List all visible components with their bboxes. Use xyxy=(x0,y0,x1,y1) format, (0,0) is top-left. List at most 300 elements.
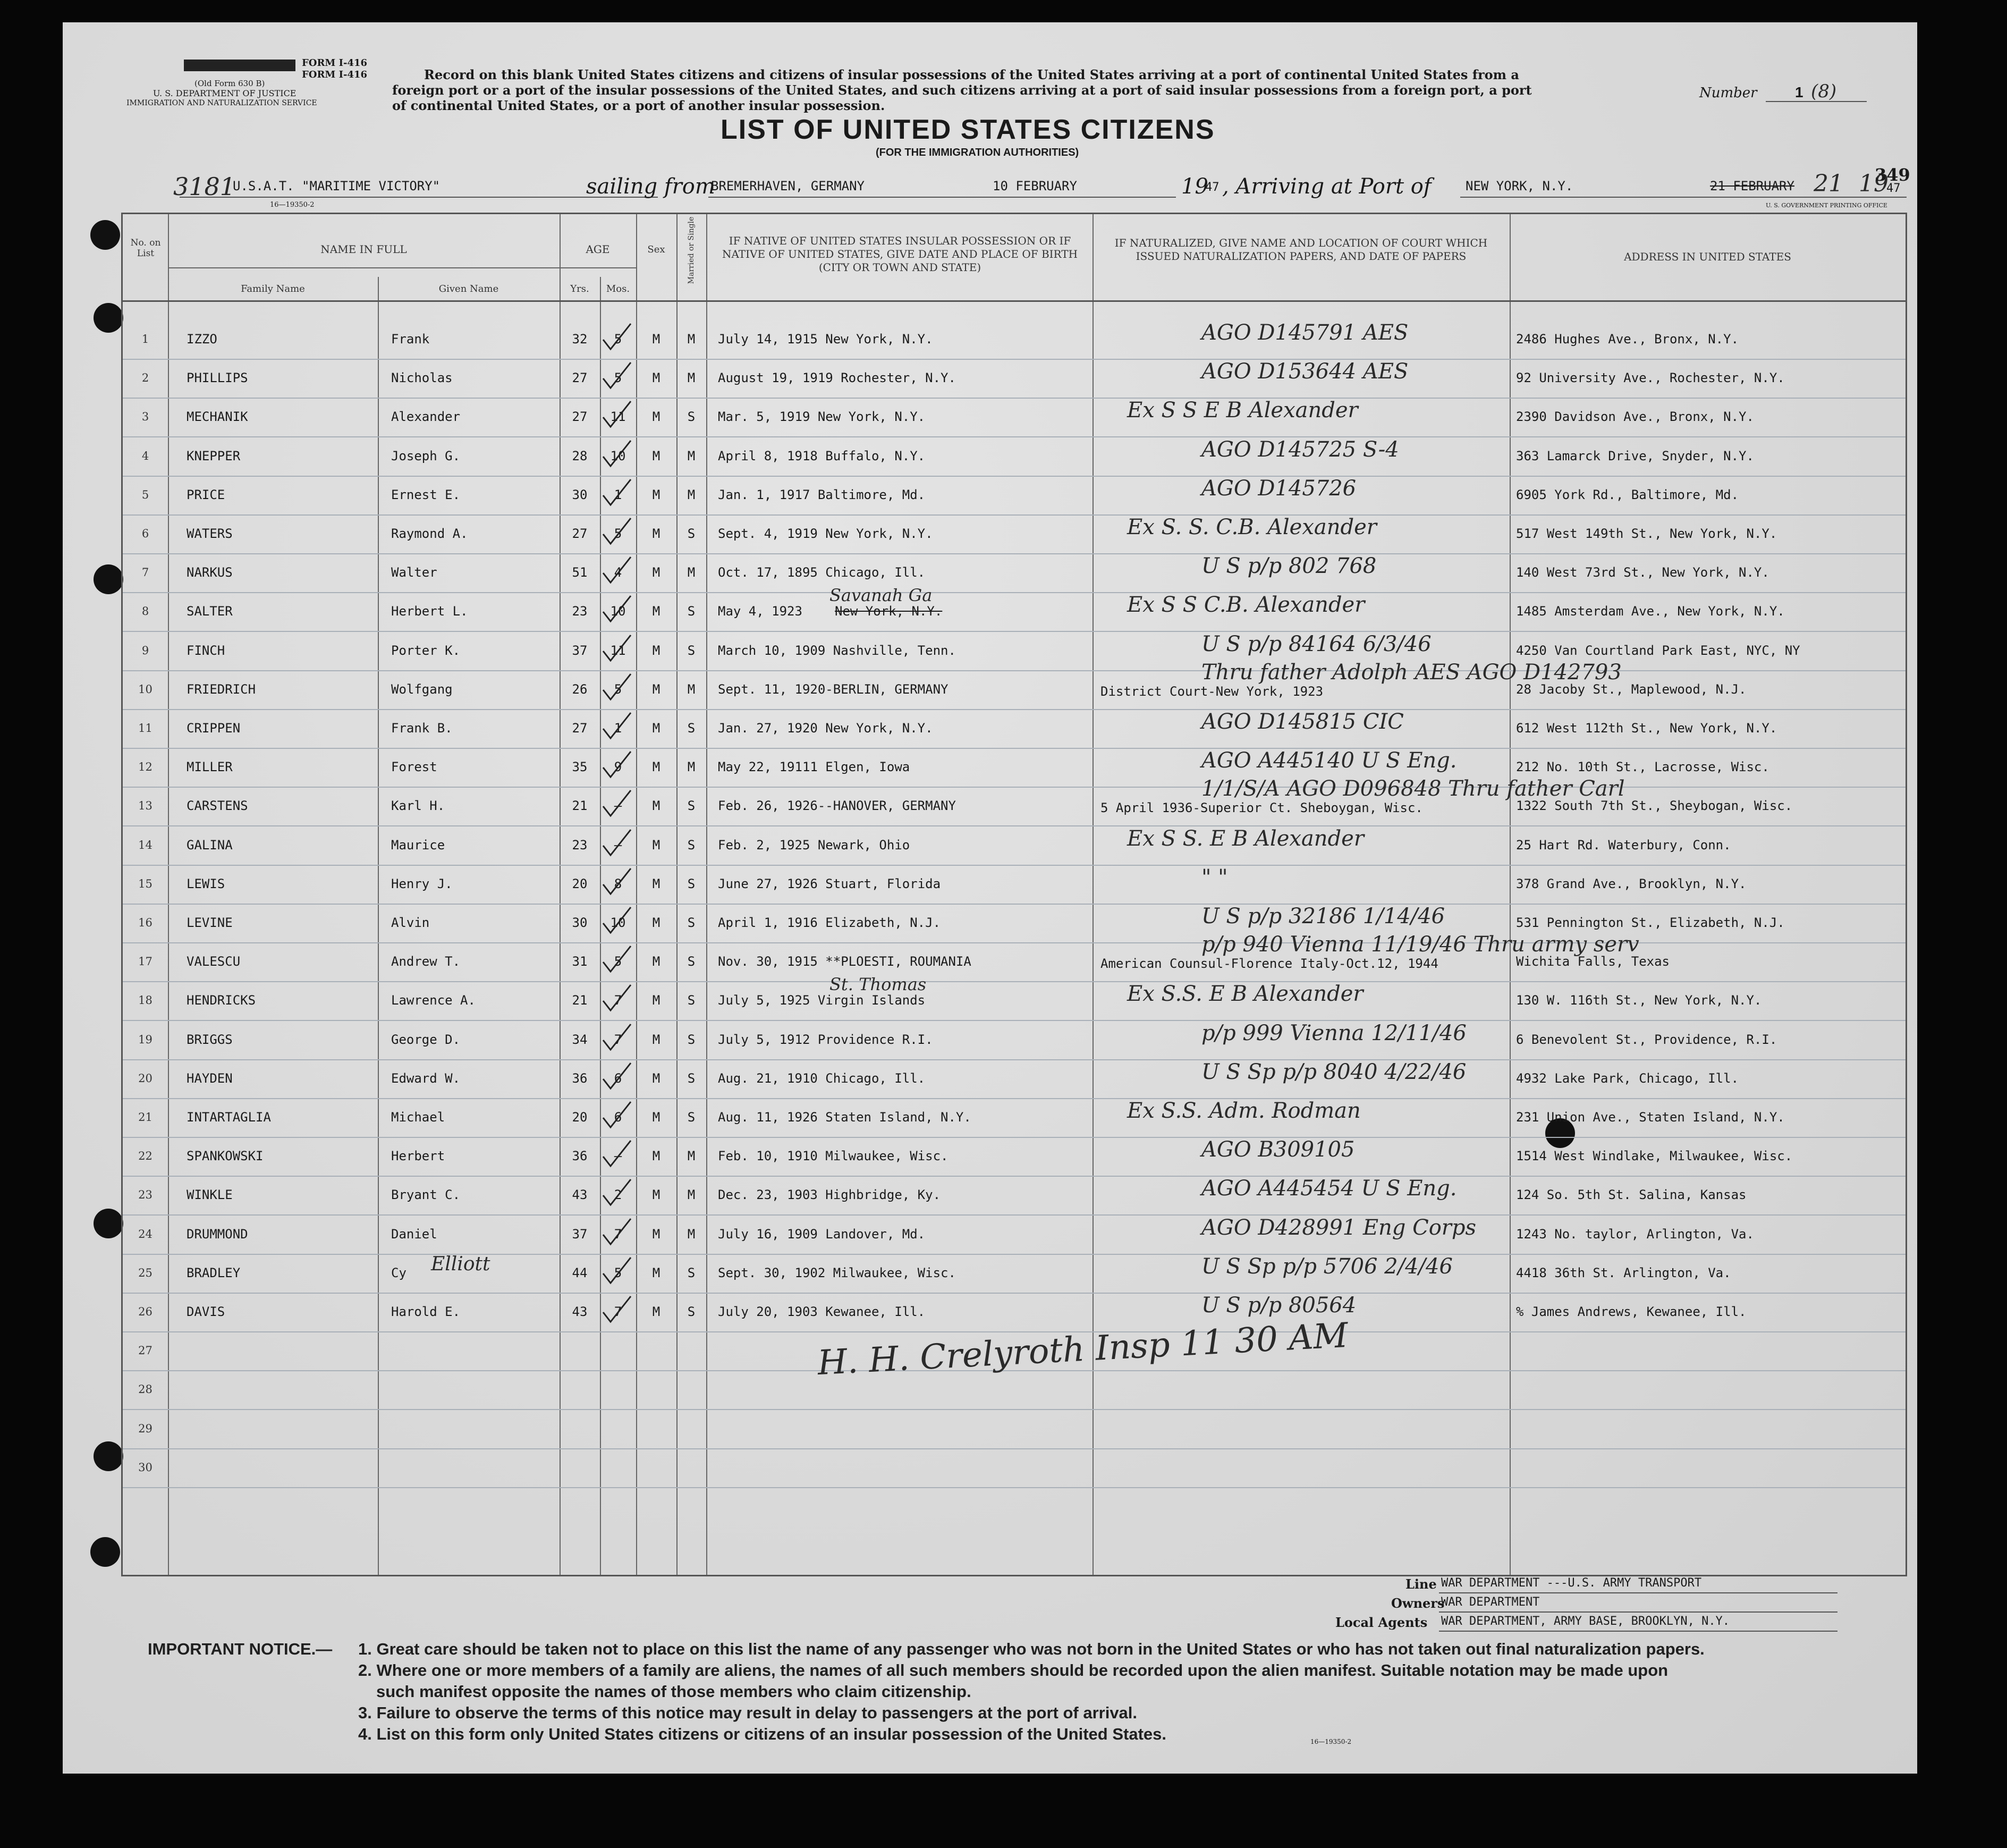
cell-nat-handwritten: Ex S S C.B. Alexander xyxy=(1127,593,1365,618)
cell-yrs: 44 xyxy=(572,1265,588,1280)
cell-nat-handwritten: Ex S S E B Alexander xyxy=(1127,398,1358,423)
checkmark-icon xyxy=(601,360,633,392)
row-rule xyxy=(123,748,1906,749)
cell-sex: M xyxy=(652,1187,660,1203)
cell-birth: April 1, 1916 Elizabeth, N.J. xyxy=(718,915,941,930)
cell-family: DRUMMOND xyxy=(187,1226,248,1242)
document-subtitle: (FOR THE IMMIGRATION AUTHORITIES) xyxy=(876,147,1079,158)
row-rule xyxy=(123,709,1906,710)
cell-birth: July 5, 1925 Virgin Islands xyxy=(718,993,926,1008)
cell-no: 25 xyxy=(138,1266,153,1279)
cell-nat-handwritten: U S Sp p/p 8040 4/22/46 xyxy=(1201,1059,1467,1084)
cell-sex: M xyxy=(652,526,660,541)
header-birth: IF NATIVE OF UNITED STATES INSULAR POSSESSION OR IF NATIVE OF UNITED STATES, GIVE DATE AND PLACE OF BIRTH (CITY OR TOWN AND STATE) xyxy=(722,234,1078,274)
row-rule xyxy=(123,670,1906,671)
checkmark-icon xyxy=(601,749,633,781)
cell-given: Edward W. xyxy=(391,1070,461,1086)
cell-no: 3 xyxy=(141,410,149,424)
cell-nat-handwritten: 1/1/S/A AGO D096848 Thru father Carl xyxy=(1201,777,1625,801)
notice-2b: such manifest opposite the names of those members who claim citizenship. xyxy=(376,1682,971,1701)
checkmark-icon xyxy=(601,594,633,626)
year-to-handwritten: 19 xyxy=(1859,170,1889,197)
cell-no: 5 xyxy=(141,488,149,501)
service: IMMIGRATION AND NATURALIZATION SERVICE xyxy=(126,99,317,107)
cell-no: 8 xyxy=(141,605,149,618)
agents-label: Local Agents xyxy=(1335,1615,1428,1630)
row-rule xyxy=(123,359,1906,360)
cell-nat-handwritten: U S Sp p/p 5706 2/4/46 xyxy=(1201,1254,1453,1279)
cell-no: 10 xyxy=(138,682,153,696)
checkmark-icon xyxy=(601,477,633,509)
cell-ms: M xyxy=(687,370,696,386)
cell-birth: July 20, 1903 Kewanee, Ill. xyxy=(718,1304,926,1319)
printer-code: 16—19350-2 xyxy=(270,201,315,209)
cell-ms: S xyxy=(687,876,696,891)
cell-no: 6 xyxy=(141,527,149,540)
cell-family: BRADLEY xyxy=(187,1265,241,1280)
cell-sex: M xyxy=(652,604,660,619)
number-handwritten: (8) xyxy=(1811,81,1837,102)
cell-birth: Sept. 30, 1902 Milwaukee, Wisc. xyxy=(718,1265,956,1280)
instructions-line-3: of continental United States, or a port of another insular possession. xyxy=(392,98,885,113)
cell-given: Herbert L. xyxy=(391,604,468,619)
cell-mos: 9 xyxy=(614,760,622,775)
cell-nat-handwritten: AGO D145726 xyxy=(1201,476,1357,501)
cell-no: 7 xyxy=(141,566,149,579)
cell-sex: M xyxy=(652,448,660,463)
cell-address: 1514 West Windlake, Milwaukee, Wisc. xyxy=(1516,1149,1793,1164)
notice-1: 1. Great care should be taken not to place on this list the name of any passenger who was not born in the United States or who has not taken out final naturalization papers. xyxy=(358,1640,1705,1658)
cell-sex: M xyxy=(652,1265,660,1280)
cell-given: Walter xyxy=(391,565,437,580)
cell-no: 21 xyxy=(138,1111,153,1124)
cell-yrs: 37 xyxy=(572,643,588,658)
cell-sex: M xyxy=(652,993,660,1008)
cell-yrs: 26 xyxy=(572,681,588,697)
punch-hole xyxy=(94,564,123,594)
cell-yrs: 23 xyxy=(572,604,588,619)
cell-yrs: 36 xyxy=(572,1070,588,1086)
cell-address: 25 Hart Rd. Waterbury, Conn. xyxy=(1516,837,1731,853)
cell-ms: M xyxy=(687,760,696,775)
checkmark-icon xyxy=(601,1061,633,1093)
cell-mos: 11 xyxy=(610,643,626,658)
row-rule xyxy=(123,1331,1906,1332)
date-from: 10 FEBRUARY xyxy=(993,179,1077,193)
cell-no: 17 xyxy=(138,955,153,968)
cell-given: Frank xyxy=(391,332,430,347)
cell-yrs: 27 xyxy=(572,370,588,386)
cell-birth: July 16, 1909 Landover, Md. xyxy=(718,1226,926,1242)
header-mos: Mos. xyxy=(606,283,630,294)
cell-no: 19 xyxy=(138,1033,153,1046)
cell-given: Bryant C. xyxy=(391,1187,461,1203)
cell-yrs: 28 xyxy=(572,448,588,463)
cell-family: PHILLIPS xyxy=(187,370,248,386)
cell-mos: 5 xyxy=(614,526,622,541)
cell-given: Frank B. xyxy=(391,721,453,736)
row-rule xyxy=(123,592,1906,593)
row-rule xyxy=(123,1137,1906,1138)
header-married: Married or Single xyxy=(687,216,696,284)
header-family: Family Name xyxy=(241,283,305,294)
row-rule xyxy=(123,865,1906,866)
cell-address: 124 So. 5th St. Salina, Kansas xyxy=(1516,1187,1747,1203)
checkmark-icon xyxy=(601,1255,633,1287)
cell-given: Maurice xyxy=(391,837,445,853)
cell-family: IZZO xyxy=(187,332,217,347)
cell-address: 2390 Davidson Ave., Bronx, N.Y. xyxy=(1516,409,1754,425)
header-yrs: Yrs. xyxy=(570,283,589,294)
header-given: Given Name xyxy=(438,283,499,294)
cell-sex: M xyxy=(652,1226,660,1242)
cell-ms: S xyxy=(687,1032,696,1047)
cell-given: Andrew T. xyxy=(391,954,461,969)
row-rule xyxy=(123,1293,1906,1294)
checkmark-icon xyxy=(601,555,633,587)
number-value: 1 xyxy=(1795,84,1803,100)
cell-no: 23 xyxy=(138,1188,153,1202)
cell-no: 16 xyxy=(138,916,153,929)
cell-birth: July 5, 1912 Providence R.I. xyxy=(718,1032,933,1047)
cell-nat-handwritten: AGO D153644 AES xyxy=(1201,359,1409,384)
cell-yrs: 30 xyxy=(572,915,588,930)
cell-no: 1 xyxy=(141,333,149,345)
sailing-label: sailing from xyxy=(586,174,715,199)
cell-no: 30 xyxy=(138,1461,153,1474)
cell-ms: S xyxy=(687,604,696,619)
cell-given: Ernest E. xyxy=(391,487,461,502)
cell-family: MILLER xyxy=(187,760,233,775)
cell-yrs: 35 xyxy=(572,760,588,775)
cell-birth: Mar. 5, 1919 New York, N.Y. xyxy=(718,409,926,425)
row-rule xyxy=(123,514,1906,516)
cell-mos: 7 xyxy=(614,993,622,1008)
agents-underline xyxy=(1439,1631,1837,1632)
cell-given: Wolfgang xyxy=(391,681,453,697)
cell-birth: Feb. 2, 1925 Newark, Ohio xyxy=(718,837,910,853)
cell-ms: S xyxy=(687,993,696,1008)
cell-birth: Jan. 1, 1917 Baltimore, Md. xyxy=(718,487,926,502)
redaction-bar xyxy=(184,60,295,71)
cell-given: Henry J. xyxy=(391,876,453,891)
cell-given: Daniel xyxy=(391,1226,437,1242)
cell-sex: M xyxy=(652,1070,660,1086)
cell-birth-struck: New York, N.Y. xyxy=(835,604,943,619)
row-rule xyxy=(123,436,1906,437)
header-no: No. on List xyxy=(130,238,161,259)
cell-ms: S xyxy=(687,798,696,814)
cell-family: LEVINE xyxy=(187,915,233,930)
cell-yrs: 21 xyxy=(572,993,588,1008)
cell-no: 2 xyxy=(141,372,149,385)
cell-sex: M xyxy=(652,643,660,658)
cell-birth: Feb. 10, 1910 Milwaukee, Wisc. xyxy=(718,1149,949,1164)
cell-address: 140 West 73rd St., New York, N.Y. xyxy=(1516,565,1769,580)
notice-3: 3. Failure to observe the terms of this notice may result in delay to passengers at the port of arrival. xyxy=(358,1703,1138,1722)
cell-no: 28 xyxy=(138,1383,153,1396)
cell-given: Cy xyxy=(391,1265,407,1280)
cell-nat-handwritten: Ex S.S. Adm. Rodman xyxy=(1127,1099,1361,1123)
cell-sex: M xyxy=(652,487,660,502)
cell-nat-handwritten: U S p/p 84164 6/3/46 xyxy=(1201,631,1432,656)
cell-address: 130 W. 116th St., New York, N.Y. xyxy=(1516,993,1762,1008)
checkmark-icon xyxy=(601,866,633,898)
cell-yrs: 43 xyxy=(572,1187,588,1203)
cell-mos: 5 xyxy=(614,332,622,347)
cell-no: 12 xyxy=(138,761,153,774)
cell-family: CARSTENS xyxy=(187,798,248,814)
line-label: Line xyxy=(1405,1576,1437,1592)
row-rule xyxy=(123,1409,1906,1410)
checkmark-icon xyxy=(601,828,633,859)
cell-no: 13 xyxy=(138,799,153,813)
cell-yrs: 20 xyxy=(572,1110,588,1125)
cell-given: Herbert xyxy=(391,1149,445,1164)
header-address: ADDRESS IN UNITED STATES xyxy=(1624,250,1791,263)
punch-hole xyxy=(94,1209,123,1238)
cell-address: 1322 South 7th St., Sheybogan, Wisc. xyxy=(1516,798,1793,814)
cell-sex: M xyxy=(652,681,660,697)
cell-sex: M xyxy=(652,837,660,853)
checkmark-icon xyxy=(601,1022,633,1054)
cell-nat-handwritten: U S p/p 80564 xyxy=(1201,1293,1357,1318)
cell-birth: Jan. 27, 1920 New York, N.Y. xyxy=(718,721,933,736)
cell-given: Forest xyxy=(391,760,437,775)
row-rule xyxy=(123,553,1906,554)
cell-sex: M xyxy=(652,721,660,736)
checkmark-icon xyxy=(601,438,633,470)
cell-mos: 5 xyxy=(614,1265,622,1280)
cell-family: PRICE xyxy=(187,487,225,502)
cell-no: 27 xyxy=(138,1344,153,1357)
row-rule xyxy=(123,904,1906,905)
cell-no: 29 xyxy=(138,1422,153,1435)
cell-yrs: 43 xyxy=(572,1304,588,1319)
line-underline xyxy=(1439,1592,1837,1593)
checkmark-icon xyxy=(601,788,633,820)
cell-no: 15 xyxy=(138,877,153,890)
cell-sex: M xyxy=(652,915,660,930)
checkmark-icon xyxy=(601,399,633,431)
cell-ms: M xyxy=(687,1149,696,1164)
cell-nat-handwritten: AGO A445454 U S Eng. xyxy=(1201,1176,1457,1201)
cell-sex: M xyxy=(652,565,660,580)
cell-yrs: 51 xyxy=(572,565,588,580)
cell-no: 24 xyxy=(138,1227,153,1241)
cell-family: SALTER xyxy=(187,604,233,619)
cell-nat-handwritten: Ex S S. E B Alexander xyxy=(1127,826,1364,851)
cell-mos: — xyxy=(614,837,622,853)
cell-sex: M xyxy=(652,760,660,775)
cell-ms: M xyxy=(687,332,696,347)
cell-ms: S xyxy=(687,1304,696,1319)
cell-address: 378 Grand Ave., Brooklyn, N.Y. xyxy=(1516,876,1747,891)
cell-family: CRIPPEN xyxy=(187,721,241,736)
header-bottom-line xyxy=(123,300,1906,302)
cell-yrs: 31 xyxy=(572,954,588,969)
cell-family: DAVIS xyxy=(187,1304,225,1319)
cell-nat-handwritten: AGO A445140 U S Eng. xyxy=(1201,748,1457,773)
cell-mos: 5 xyxy=(614,954,622,969)
cell-no: 11 xyxy=(138,722,153,735)
cell-birth-handwritten: St. Thomas xyxy=(829,974,927,995)
form-code-1: FORM I-416 xyxy=(302,57,368,69)
voyage-underline-3 xyxy=(1460,197,1907,198)
cell-mos: 8 xyxy=(614,876,622,891)
cell-address: 231 Union Ave., Staten Island, N.Y. xyxy=(1516,1110,1785,1125)
cell-mos: 5 xyxy=(614,370,622,386)
cell-mos: 6 xyxy=(614,1110,622,1125)
cell-birth: July 14, 1915 New York, N.Y. xyxy=(718,332,933,347)
cell-given-handwritten: Elliott xyxy=(431,1253,490,1275)
old-form: (Old Form 630 B) xyxy=(194,79,265,88)
row-rule xyxy=(123,1098,1906,1099)
row-rule xyxy=(123,787,1906,788)
cell-mos: 10 xyxy=(610,448,626,463)
punch-hole xyxy=(90,1537,120,1567)
cell-given: Porter K. xyxy=(391,643,461,658)
cell-ms: S xyxy=(687,837,696,853)
checkmark-icon xyxy=(601,516,633,548)
cell-mos: 10 xyxy=(610,604,626,619)
cell-mos: — xyxy=(614,798,622,814)
cell-address: 612 West 112th St., New York, N.Y. xyxy=(1516,721,1777,736)
cell-no: 22 xyxy=(138,1150,153,1163)
voyage-hand-prefix: 3181 xyxy=(173,172,236,201)
cell-birth: Sept. 4, 1919 New York, N.Y. xyxy=(718,526,933,541)
instructions-line-2: foreign port or a port of the insular possessions of the United States, and such citizens arriving at a port of said insular possessions from a foreign port, a port xyxy=(392,82,1532,98)
cell-nat-handwritten: U S p/p 32186 1/14/46 xyxy=(1201,904,1445,929)
cell-birth: Aug. 21, 1910 Chicago, Ill. xyxy=(718,1070,926,1086)
cell-birth: Dec. 23, 1903 Highbridge, Ky. xyxy=(718,1187,941,1203)
header-naturalized: IF NATURALIZED, GIVE NAME AND LOCATION OF COURT WHICH ISSUED NATURALIZATION PAPERS, AND DATE OF PAPERS xyxy=(1114,237,1488,263)
cell-nat-handwritten: p/p 940 Vienna 11/19/46 Thru army serv xyxy=(1201,932,1639,957)
cell-given: Alexander xyxy=(391,409,461,425)
cell-address: 92 University Ave., Rochester, N.Y. xyxy=(1516,370,1785,386)
cell-yrs: 20 xyxy=(572,876,588,891)
cell-family: HAYDEN xyxy=(187,1070,233,1086)
cell-mos: 7 xyxy=(614,1032,622,1047)
cell-birth: May 4, 1923 xyxy=(718,604,802,619)
cell-sex: M xyxy=(652,1149,660,1164)
cell-nat-handwritten: " " xyxy=(1201,865,1228,890)
cell-family: VALESCU xyxy=(187,954,241,969)
row-rule xyxy=(123,1448,1906,1449)
cell-family: NARKUS xyxy=(187,565,233,580)
cell-nat-handwritten: Ex S.S. E B Alexander xyxy=(1127,982,1364,1007)
cell-address: 363 Lamarck Drive, Snyder, N.Y. xyxy=(1516,448,1754,463)
stamp-number: 349 xyxy=(1875,165,1910,185)
cell-sex: M xyxy=(652,1110,660,1125)
cell-family: WATERS xyxy=(187,526,233,541)
cell-address: Wichita Falls, Texas xyxy=(1516,954,1670,969)
cell-nat-handwritten: AGO D145815 CIC xyxy=(1201,710,1404,734)
cell-birth: June 27, 1926 Stuart, Florida xyxy=(718,876,941,891)
cell-nat-handwritten: AGO D145725 S-4 xyxy=(1201,437,1399,462)
manifest-sheet xyxy=(63,22,1917,1774)
cell-address: % James Andrews, Kewanee, Ill. xyxy=(1516,1304,1747,1319)
row-rule xyxy=(123,1487,1906,1488)
cell-ms: M xyxy=(687,487,696,502)
cell-ms: M xyxy=(687,448,696,463)
checkmark-icon xyxy=(601,944,633,976)
cell-ms: M xyxy=(687,1187,696,1203)
punch-hole xyxy=(94,1441,123,1471)
gpo-mark: U. S. GOVERNMENT PRINTING OFFICE xyxy=(1766,202,1887,209)
cell-yrs: 21 xyxy=(572,798,588,814)
cell-birth: Aug. 11, 1926 Staten Island, N.Y. xyxy=(718,1110,971,1125)
cell-mos: 1 xyxy=(614,721,622,736)
cell-nat-handwritten: AGO B309105 xyxy=(1201,1137,1355,1162)
punch-hole xyxy=(94,303,123,333)
age-subhead-line xyxy=(560,267,636,268)
cell-family: HENDRICKS xyxy=(187,993,256,1008)
row-rule xyxy=(123,1214,1906,1216)
cell-no: 14 xyxy=(138,838,153,851)
cell-ms: S xyxy=(687,643,696,658)
cell-ms: S xyxy=(687,1070,696,1086)
cell-nat-typed: 5 April 1936-Superior Ct. Sheboygan, Wisc. xyxy=(1100,800,1423,816)
row-rule xyxy=(123,1176,1906,1177)
cell-yrs: 37 xyxy=(572,1226,588,1242)
cell-nat-handwritten: AGO D428991 Eng Corps xyxy=(1201,1215,1477,1240)
header-name-in-full: NAME IN FULL xyxy=(320,243,407,256)
cell-sex: M xyxy=(652,1032,660,1047)
cell-mos: 6 xyxy=(614,1070,622,1086)
header-sex: Sex xyxy=(647,244,665,255)
cell-given: Karl H. xyxy=(391,798,445,814)
punch-hole xyxy=(90,220,120,250)
cell-mos: — xyxy=(614,1149,622,1164)
cell-given: Michael xyxy=(391,1110,445,1125)
cell-mos: 11 xyxy=(610,409,626,425)
document-title: LIST OF UNITED STATES CITIZENS xyxy=(721,114,1215,145)
cell-family: FRIEDRICH xyxy=(187,681,256,697)
vessel-name: U.S.A.T. "MARITIME VICTORY" xyxy=(233,179,441,193)
voyage-underline-2 xyxy=(708,197,1176,198)
cell-given: Joseph G. xyxy=(391,448,461,463)
form-code-2: FORM I-416 xyxy=(302,69,368,80)
checkmark-icon xyxy=(601,983,633,1015)
cell-birth: May 22, 19111 Elgen, Iowa xyxy=(718,760,910,775)
cell-address: 212 No. 10th St., Lacrosse, Wisc. xyxy=(1516,760,1769,775)
cell-family: GALINA xyxy=(187,837,233,853)
cell-given: Raymond A. xyxy=(391,526,468,541)
checkmark-icon xyxy=(601,1177,633,1209)
cell-address: 517 West 149th St., New York, N.Y. xyxy=(1516,526,1777,541)
cell-nat-handwritten: U S p/p 802 768 xyxy=(1201,554,1377,579)
cell-ms: M xyxy=(687,681,696,697)
cell-sex: M xyxy=(652,409,660,425)
cell-birth: Nov. 30, 1915 **PLOESTI, ROUMANIA xyxy=(718,954,971,969)
row-rule xyxy=(123,631,1906,632)
cell-no: 18 xyxy=(138,994,153,1007)
cell-family: INTARTAGLIA xyxy=(187,1110,271,1125)
cell-ms: S xyxy=(687,954,696,969)
checkmark-icon xyxy=(601,672,633,704)
agents-value: WAR DEPARTMENT, ARMY BASE, BROOKLYN, N.Y. xyxy=(1441,1615,1730,1628)
cell-address: 1485 Amsterdam Ave., New York, N.Y. xyxy=(1516,604,1785,619)
cell-address: 4250 Van Courtland Park East, NYC, NY xyxy=(1516,643,1800,658)
cell-sex: M xyxy=(652,954,660,969)
department: U. S. DEPARTMENT OF JUSTICE xyxy=(153,88,297,98)
cell-birth: Sept. 11, 1920-BERLIN, GERMANY xyxy=(718,681,949,697)
cell-ms: S xyxy=(687,526,696,541)
cell-address: 6905 York Rd., Baltimore, Md. xyxy=(1516,487,1739,502)
cell-ms: S xyxy=(687,1265,696,1280)
date-to-handwritten: 21 xyxy=(1814,170,1843,197)
